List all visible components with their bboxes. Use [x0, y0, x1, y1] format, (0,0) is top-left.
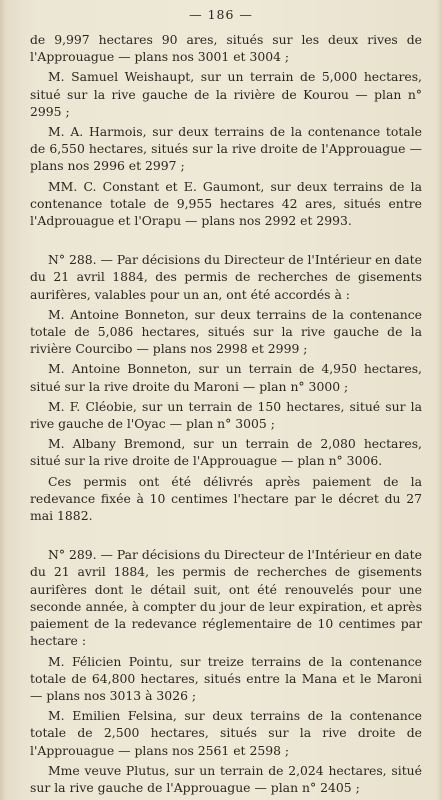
paragraph: N° 288. — Par décisions du Directeur de l'Intérieur en date du 21 avril 1884, des permis de recherches de gisements aurifères, valables pour un an, ont été accordés à :	[30, 252, 422, 302]
page-edge-left	[0, 0, 6, 800]
paragraph: M. F. Cléobie, sur un terrain de 150 hectares, situé sur la rive gauche de l'Oyac — plan n° 3005 ;	[30, 398, 422, 432]
paragraph: M. Antoine Bonneton, sur deux terrains de la contenance totale de 5,086 hectares, situés sur la rive gauche de la rivière Courcibo — plans nos 2998 et 2999 ;	[30, 306, 422, 357]
paragraph: M. Samuel Weishaupt, sur un terrain de 5,000 hectares, situé sur la rive gauche de la rivière de Kourou — plan n° 2995 ;	[30, 69, 422, 119]
paragraph: M. Félicien Pointu, sur treize terrains de la contenance totale de 64,800 hectares, situés entre la Mana et le Maroni — plans nos 3013 à 3026 ;	[30, 653, 422, 703]
page-edge-right	[436, 0, 442, 800]
paragraph: M. Emilien Felsina, sur deux terrains de la contenance totale de 2,500 hectares, situés sur la rive droite de l'Approuague — plans nos 2561 et 2598 ;	[30, 708, 422, 758]
paragraph: M. A. Harmois, sur deux terrains de la contenance totale de 6,550 hectares, situés sur la rive droite de l'Approuague — plans nos 2996 et 2997 ;	[30, 124, 422, 174]
paragraph: M. Antoine Bonneton, sur un terrain de 4,950 hectares, situé sur la rive droite du Maroni — plan n° 3000 ;	[30, 361, 422, 394]
paragraph: MM. C. Constant et E. Gaumont, sur deux terrains de la contenance totale de 9,955 hectares 42 ares, situés entre l'Adprouague et l'Orapu — plans nos 2992 et 2993.	[30, 178, 422, 229]
section-gap	[30, 524, 422, 546]
document-body	[30, 31, 422, 796]
paragraph: de 9,997 hectares 90 ares, situés sur les deux rives de l'Approuague — plans nos 3001 et 3004 ;	[30, 32, 422, 65]
section-gap	[30, 229, 422, 251]
paragraph: N° 289. — Par décisions du Directeur de l'Intérieur en date du 21 avril 1884, les permis de recherches de gisements aurifères dont le détail suit, ont été renouvelés pour une seconde année, à compter du jour de leur expiration, et après paiement de la redevance réglementaire de 10 centimes par hectare :	[30, 547, 422, 649]
paragraph: M. Albany Bremond, sur un terrain de 2,080 hectares, situé sur la rive droite de l'Approuague — plan n° 3006.	[30, 436, 422, 469]
paragraph: Ces permis ont été délivrés après paiement de la redevance fixée à 10 centimes l'hectare par le décret du 27 mai 1882.	[30, 473, 422, 524]
paragraph: Mme veuve Plutus, sur un terrain de 2,024 hectares, situé sur la rive gauche de l'Approuague — plan n° 2405 ;	[30, 762, 422, 795]
page-number: — 186 —	[189, 7, 253, 22]
